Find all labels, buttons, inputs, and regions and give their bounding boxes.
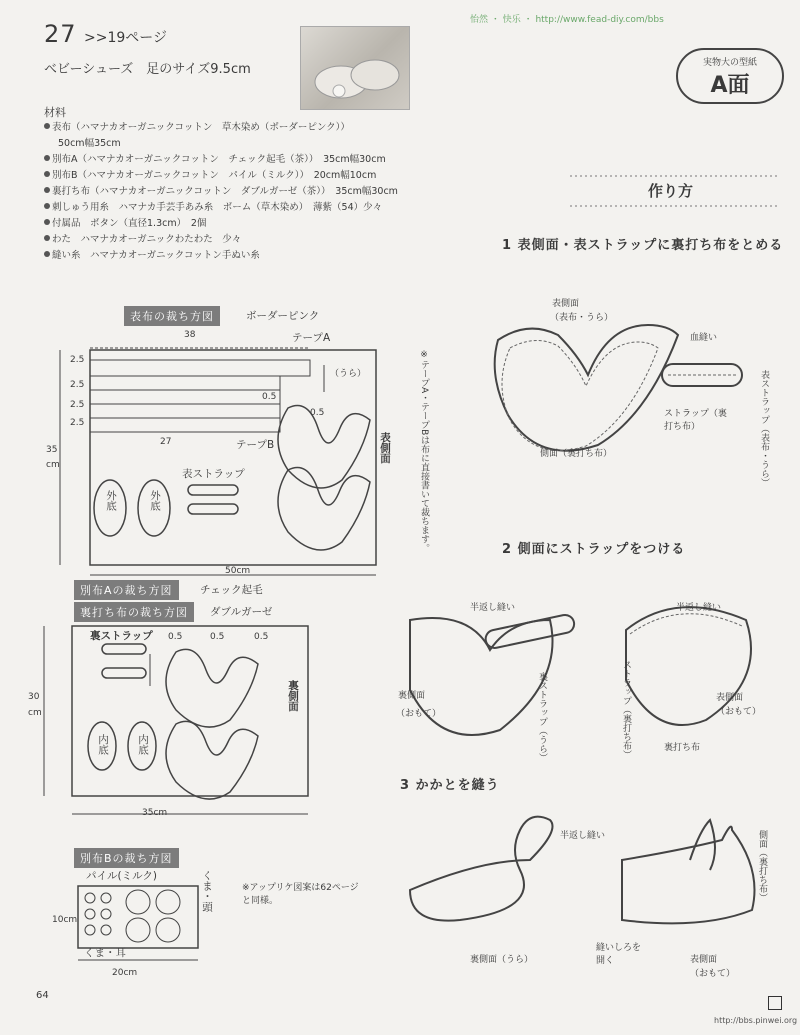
step-1-title: 1 表側面・表ストラップに裏打ち布をとめる	[502, 238, 784, 253]
bullet-icon	[44, 251, 50, 257]
tape-b-label: テープB	[236, 439, 275, 451]
howto-title: 作り方	[648, 182, 694, 200]
s2-label-omote-gawa-sub: （おもて）	[716, 707, 762, 717]
s1-label-omote-gawa: 表側面	[552, 299, 580, 309]
dim-10cm: 10cm	[52, 915, 78, 925]
fabric-b-name: パイル(ミルク)	[86, 870, 157, 882]
source-url: http://bbs.pinwei.org	[714, 1016, 798, 1025]
material-text: 付属品 ボタン（直径1.3cm） 2個	[52, 218, 207, 229]
uchizoko-label-1: 内底	[97, 734, 109, 755]
s1-label-strap: ストラップ（裏打ち布）	[664, 409, 727, 432]
bullet-icon	[44, 155, 50, 161]
material-text: わた ハマナカオーガニックわたわた 少々	[52, 234, 242, 245]
s3-label-stitch: 半返し縫い	[560, 831, 606, 841]
material-text: 裏打ち布（ハマナカオーガニックコットン ダブルガーゼ（茶）） 35cm幅30cm	[52, 186, 398, 197]
dim-30: 30	[28, 692, 40, 702]
product-photo	[300, 26, 410, 110]
dim-2-5-a: 2.5	[70, 355, 85, 365]
dim-50cm: 50cm	[225, 566, 251, 576]
applique-note: ※アップリケ図案は62ページと同様。	[242, 883, 359, 906]
tape-a-label: テープA	[292, 332, 331, 344]
material-item	[44, 120, 398, 136]
s1-label-stitch: 血縫い	[690, 333, 718, 343]
bullet-icon	[44, 123, 50, 129]
seam-2c: 0.5	[254, 632, 269, 642]
cut-diagram-tag: 表布の裁ち方図	[124, 306, 220, 326]
sotozoko-label-1: 外底	[105, 490, 117, 511]
dim-30-unit: cm	[28, 708, 42, 718]
dim-2-5-d: 2.5	[70, 418, 85, 428]
dim-35-unit: cm	[46, 460, 60, 470]
material-item	[44, 200, 398, 216]
baby-shoes-photo	[301, 27, 411, 111]
s2-label-ura-strap: 裏ストラップ（うら）	[537, 672, 547, 762]
bullet-icon	[44, 235, 50, 241]
dim-38: 38	[184, 330, 196, 340]
ura-gawa-label: 裏側面	[287, 680, 299, 712]
step-2-title: 2 側面にストラップをつける	[502, 542, 686, 557]
dim-2-5-c: 2.5	[70, 400, 85, 410]
dim-35cm: 35cm	[142, 808, 168, 818]
fabric-a-name: チェック起毛	[200, 584, 263, 596]
seam-allowance-1: 0.5	[262, 392, 277, 402]
bullet-icon	[44, 203, 50, 209]
material-text: 別布A（ハマナカオーガニックコットン チェック起毛（茶）） 35cm幅30cm	[52, 154, 386, 165]
bullet-icon	[44, 219, 50, 225]
material-item	[44, 168, 398, 184]
ura-strap-label: 裏ストラップ	[90, 630, 153, 642]
tape-note: ※テープA・テープBは布に直接書いて裁ちます。	[419, 350, 429, 553]
material-text: 別布B（ハマナカオーガニックコットン パイル（ミルク）） 20cm幅10cm	[52, 170, 377, 181]
s1-label-side: 側面（裏打ち布）	[540, 449, 613, 459]
material-text: 刺しゅう用糸 ハマナカ手芸手あみ糸 ボーム（草木染め） 薄紫（54）少々	[52, 202, 383, 213]
dim-20cm: 20cm	[112, 968, 138, 978]
cut-diagram-ura-tag: 裏打ち布の裁ち方図	[74, 602, 194, 622]
seam-2b: 0.5	[210, 632, 225, 642]
fabric-ura-name: ダブルガーゼ	[210, 606, 273, 618]
material-item	[44, 152, 398, 168]
material-item	[44, 184, 398, 200]
materials-list	[44, 120, 398, 264]
materials-heading: 材料	[44, 106, 66, 119]
cut-diagram-a-tag: 別布Aの裁ち方図	[74, 580, 179, 600]
kuma-mimi-label: くま・耳	[84, 947, 126, 959]
s1-label-omote-strap: 表ストラップ（表布・うら）	[759, 370, 769, 487]
sotozoko-label-2: 外底	[149, 490, 161, 511]
material-text: 縫い糸 ハマナカオーガニックコットン手ぬい糸	[52, 250, 260, 261]
project-subtitle: ベビーシューズ 足のサイズ9.5cm	[44, 62, 251, 77]
material-text: 50cm幅35cm	[58, 138, 121, 149]
pattern-badge	[676, 48, 784, 104]
s1-label-omote-gawa-sub: （表布・うら）	[550, 313, 614, 323]
step-3-title: 3 かかとを縫う	[400, 778, 500, 793]
bullet-icon	[44, 187, 50, 193]
cut-diagram-2	[40, 616, 320, 826]
watermark-text: 怡然 ・ 快乐 ・ http://www.fead-diy.com/bbs	[470, 15, 664, 25]
omote-gawa-label: 表側面	[379, 432, 391, 464]
site-logo-icon	[768, 996, 782, 1010]
material-item	[44, 248, 398, 264]
pattern-number: 27	[44, 20, 77, 48]
seam-allowance-2: 0.5	[310, 408, 325, 418]
s3-label-ura-gawa: 裏側面（うら）	[470, 955, 534, 965]
badge-main-text: A面	[710, 73, 750, 98]
material-item	[44, 232, 398, 248]
dim-27: 27	[160, 437, 172, 447]
dim-2-5-b: 2.5	[70, 380, 85, 390]
s2-label-ura-gawa-sub: （おもて）	[396, 709, 442, 719]
s2-label-omote-gawa: 表側面	[716, 693, 744, 703]
badge-top-text: 実物大の型紙	[702, 58, 757, 68]
seam-2a: 0.5	[168, 632, 183, 642]
step-2-illustration	[400, 590, 780, 740]
page-number: 64	[36, 990, 49, 1001]
s3-label-omote-gawa-sub: （おもて）	[690, 969, 736, 979]
step-1-illustration	[480, 300, 780, 460]
ura-label: （うら）	[330, 369, 367, 379]
kuma-atama-label: くま・頭	[201, 870, 213, 912]
cut-diagram-b-tag: 別布Bの裁ち方図	[74, 848, 179, 868]
s3-label-omote-gawa: 表側面	[690, 955, 718, 965]
dim-35: 35	[46, 445, 58, 455]
material-item	[44, 136, 398, 152]
fabric-name: ボーダーピンク	[246, 310, 320, 322]
uchizoko-label-2: 内底	[137, 734, 149, 755]
material-item	[44, 216, 398, 232]
s3-label-side: 側面（裏打ち布）	[757, 830, 767, 902]
s3-label-open: 縫いしろを開く	[596, 943, 642, 966]
page-reference: >>19ページ	[84, 30, 167, 46]
bullet-icon	[44, 171, 50, 177]
s2-label-stitch-1: 半返し縫い	[470, 603, 516, 613]
material-text: 表布（ハマナカオーガニックコットン 草木染め（ボーダーピンク））	[52, 122, 350, 133]
s2-label-uraji: 裏打ち布	[664, 743, 701, 753]
omote-strap-label: 表ストラップ	[182, 468, 245, 480]
s2-label-stitch-2: 半返し縫い	[676, 603, 722, 613]
s2-label-strap: ストラップ（裏打ち布）	[621, 660, 631, 759]
s2-label-ura-gawa: 裏側面	[398, 691, 426, 701]
